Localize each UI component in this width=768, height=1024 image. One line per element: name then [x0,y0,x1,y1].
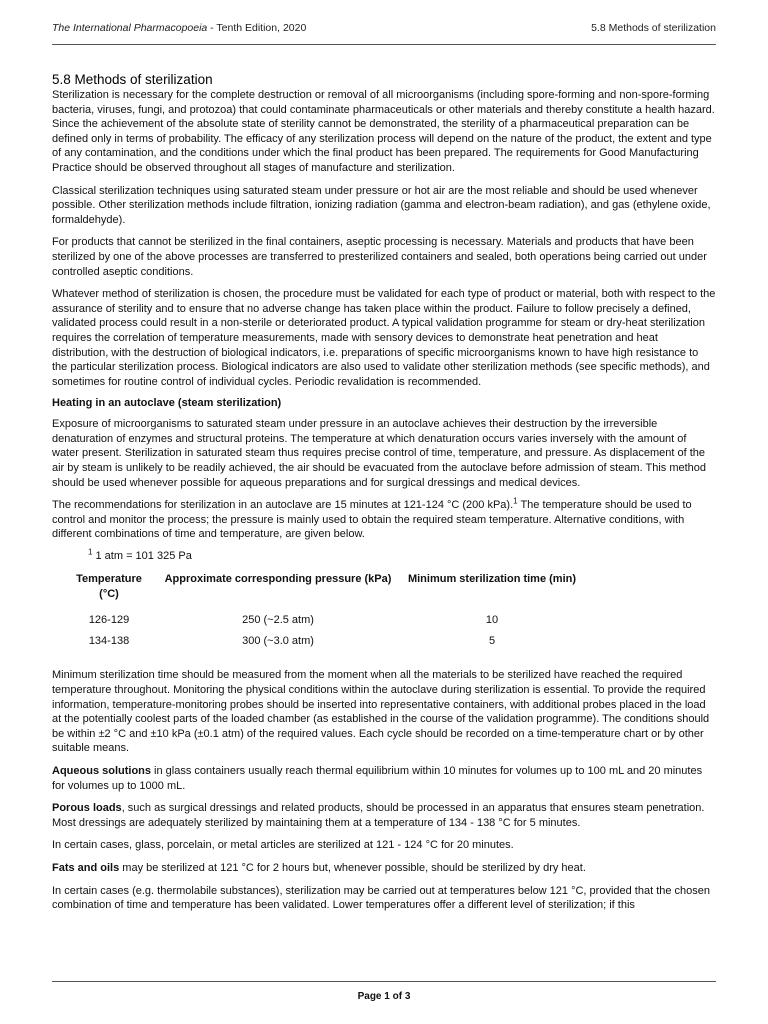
footnote-text: 1 atm = 101 325 Pa [92,550,192,563]
cell-time: 5 [488,634,496,647]
aqueous-text: in glass containers usually reach thermal equilibrium within 10 minutes for volumes up to 100 mL and 20 minutes for volumes up to 1000 mL. [52,764,703,792]
sterilization-table [62,572,584,652]
recommendation-text: The recommendations for sterilization in an autoclave are 15 minutes at 121-124 °C (200 kPa). [52,499,514,512]
page-number: Page 1 of 3 [357,991,411,1002]
paragraph-validation: Whatever method of sterilization is chosen, the procedure must be validated for each type of product or material, both with respect to the assurance of sterility and to ensure that no adverse change has taken place within the product. Failure to follow precisely a defined, validated process could result in a non-sterile or deteriorated product. A typical validation programme for steam or dry-heat sterilization requires the correlation of temperature measurements, made with sensory devices to demonstrate heat penetration and heat distribution, with the destruction of biological indicators, i.e. preparations of specific microorganisms known to have high resistance to the particular sterilization process. Biological indicators are also used to validate other sterilization methods (see specific methods), and sometimes for routine control of individual cycles. Periodic revalidation is recommended. [52,288,716,388]
paragraph-monitoring: Minimum sterilization time should be measured from the moment when all the materials to be sterilized have reached the required temperature throughout. Monitoring the physical conditions within the autoclave during sterilization is essential. To provide the required information, temperature-monitoring probes should be inserted into representative containers, with additional probes placed in the load at the potentially coolest parts of the loaded chamber (as established in the course of the validation programme). The conditions should be within ±2 °C and ±10 kPa (±0.1 atm) of the required values. Each cycle should be recorded on a time-temperature chart or by other suitable means. [52,669,710,755]
col-header-time: Minimum sterilization time (min) [407,573,577,586]
page-footer [0,991,768,1002]
paragraph-classical: Classical sterilization techniques using saturated steam under pressure or hot air are the most reliable and should be used whenever possible. Other sterilization methods include filtration, ionizing radiation (gamma and electron-beam radiation), and gas (ethylene oxide, formaldehyde). [52,184,711,226]
header-book-title: The International Pharmacopoeia [52,22,208,34]
lead-porous: Porous loads [52,802,122,815]
table-header-row [62,572,584,611]
footnote-ref[interactable]: 1 [513,496,518,506]
recommendation-text-cont: The temperature should be used to control and monitor the process; the pressure is mainly used to obtain the required steam temperature. Alternative conditions, with different combinations of time and temperature, are given below. [52,499,692,541]
header-publication [52,22,306,34]
subheading-autoclave: Heating in an autoclave (steam sterilization) [52,397,282,410]
page-content [52,72,716,921]
header-section: 5.8 Methods of sterilization [591,22,716,34]
cell-time: 10 [485,614,499,627]
lead-aqueous: Aqueous solutions [52,764,151,777]
paragraph-aseptic: For products that cannot be sterilized in the final containers, aseptic processing is necessary. Materials and products that have been sterilized by one of the above processes are transferred to presterilized containers and sealed, both operations being carried out under controlled aseptic conditions. [52,236,707,278]
paragraph-glass: In certain cases, glass, porcelain, or metal articles are sterilized at 121 - 124 °C for 20 minutes. [52,839,514,852]
paragraph-fats [52,861,716,876]
header-edition: - Tenth Edition, 2020 [207,22,307,34]
paragraph-aqueous [52,764,716,793]
lead-fats: Fats and oils [52,861,120,874]
footnote-marker: 1 [88,547,93,557]
section-title: 5.8 Methods of sterilization [52,72,213,87]
cell-temperature: 134-138 [88,634,130,647]
paragraph-autoclave: Exposure of microorganisms to saturated steam under pressure in an autoclave achieves their destruction by the irreversible denaturation of enzymes and structural proteins. The temperature at which denaturation occurs varies inversely with the amount of water present. Sterilization in saturated steam thus requires precise control of time, temperature, and pressure. As displacement of the air by steam is unlikely to be readily achieved, the air should be evacuated from the autoclave before admission of steam. This method should be used whenever possible for aqueous preparations and for surgical dressings and medical devices. [52,418,707,489]
fats-text: may be sterilized at 121 °C for 2 hours but, whenever possible, should be sterilized by dry heat. [119,861,586,874]
header-divider [52,44,716,45]
cell-pressure: 250 (~2.5 atm) [242,614,314,627]
cell-temperature: 126-129 [88,614,130,627]
footnote [88,547,716,563]
running-header [52,22,716,34]
paragraph-porous [52,801,716,830]
col-header-temperature: Temperature (°C) [76,573,142,600]
cell-pressure: 300 (~3.0 atm) [242,634,314,647]
paragraph-recommendation [52,498,716,542]
paragraph-intro: Sterilization is necessary for the complete destruction or removal of all microorganisms (including spore-forming and non-spore-forming bacteria, viruses, fungi, and protozoa) that could contaminate pharmaceuticals or other materials and thereby constitute a health hazard. Since the achievement of the absolute state of sterility cannot be demonstrated, the sterility of a pharmaceutical preparation can be defined only in terms of probability. The efficacy of any sterilization process will depend on the nature of the product, the extent and type of any contamination, and the conditions under which the final product has been prepared. The requirements for Good Manufacturing Practice should be observed throughout all stages of manufacture and sterilization. [52,89,715,174]
col-header-pressure: Approximate corresponding pressure (kPa) [164,573,392,586]
paragraph-thermolabile: In certain cases (e.g. thermolabile substances), sterilization may be carried out at temperatures below 121 °C, provided that the chosen combination of time and temperature has been validated. Lower temperatures offer a different level of sterilization; if this [52,884,711,912]
footer-divider [52,981,716,982]
porous-text: , such as surgical dressings and related products, should be processed in an apparatus that ensures steam penetration. Most dressings are adequately sterilized by maintaining them at a temperature of 134 - 138 °C for 5 minutes. [52,802,705,829]
table-row [62,632,584,653]
table-row [62,611,584,632]
